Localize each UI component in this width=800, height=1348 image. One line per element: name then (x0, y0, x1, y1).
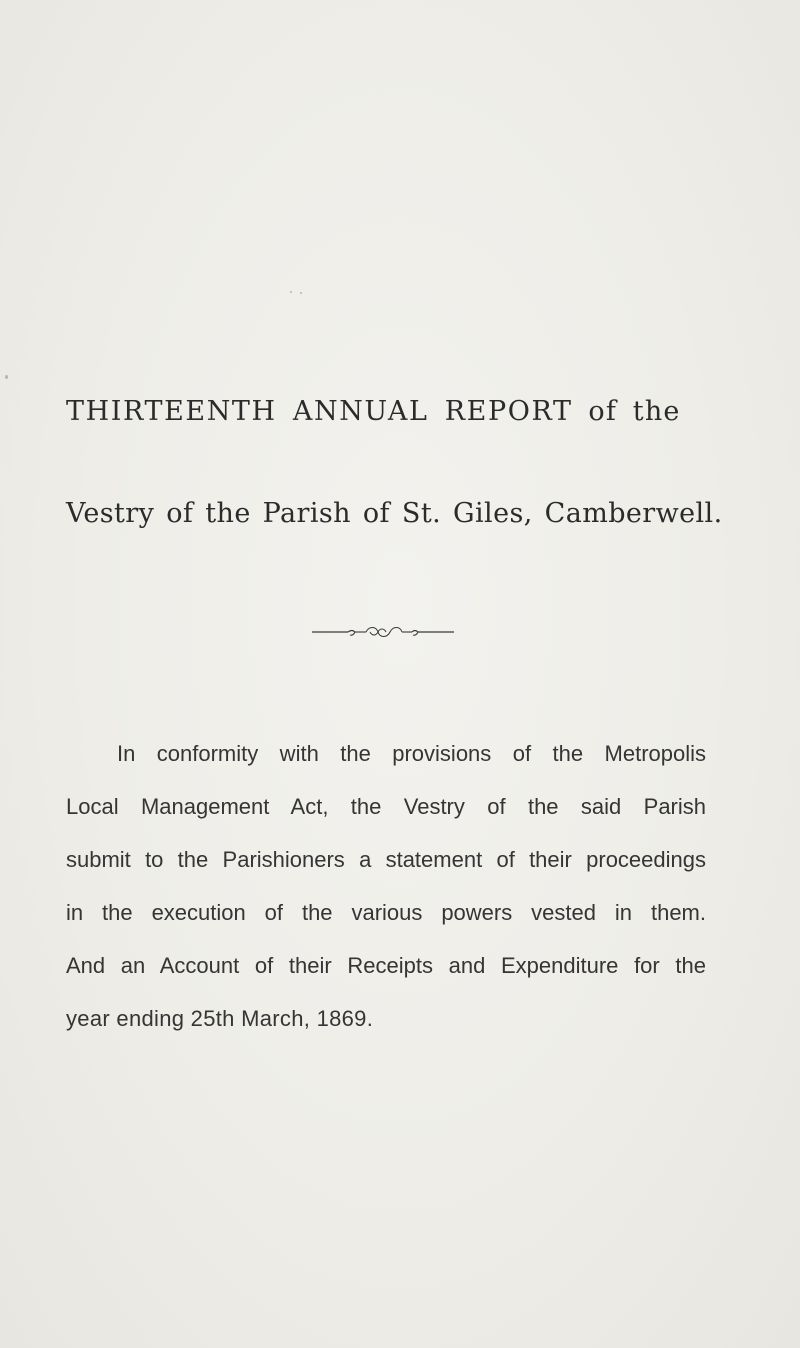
report-title (66, 396, 736, 427)
paper-speck (290, 291, 292, 293)
paper-speck (300, 292, 302, 294)
paper-speck (5, 375, 8, 379)
report-subtitle: Vestry of the Parish of St. Giles, Camberwell. (66, 498, 723, 529)
intro-paragraph (66, 727, 706, 1045)
paragraph-line: Local Management Act, the Vestry of the said Parish (66, 794, 706, 819)
report-title-caps: THIRTEENTH ANNUAL REPORT (66, 396, 573, 427)
paragraph-line: And an Account of their Receipts and Expenditure for the (66, 953, 706, 978)
paragraph-line: submit to the Parishioners a statement of their proceedings (66, 847, 706, 872)
paragraph-line: in the execution of the various powers vested in them. (66, 900, 706, 925)
paragraph-line: year ending 25th March, 1869. (66, 1006, 374, 1031)
paragraph-line: In conformity with the provisions of the Metropolis (117, 741, 706, 766)
decorative-rule-ornament (312, 624, 454, 640)
report-title-tail: of the (588, 396, 681, 427)
